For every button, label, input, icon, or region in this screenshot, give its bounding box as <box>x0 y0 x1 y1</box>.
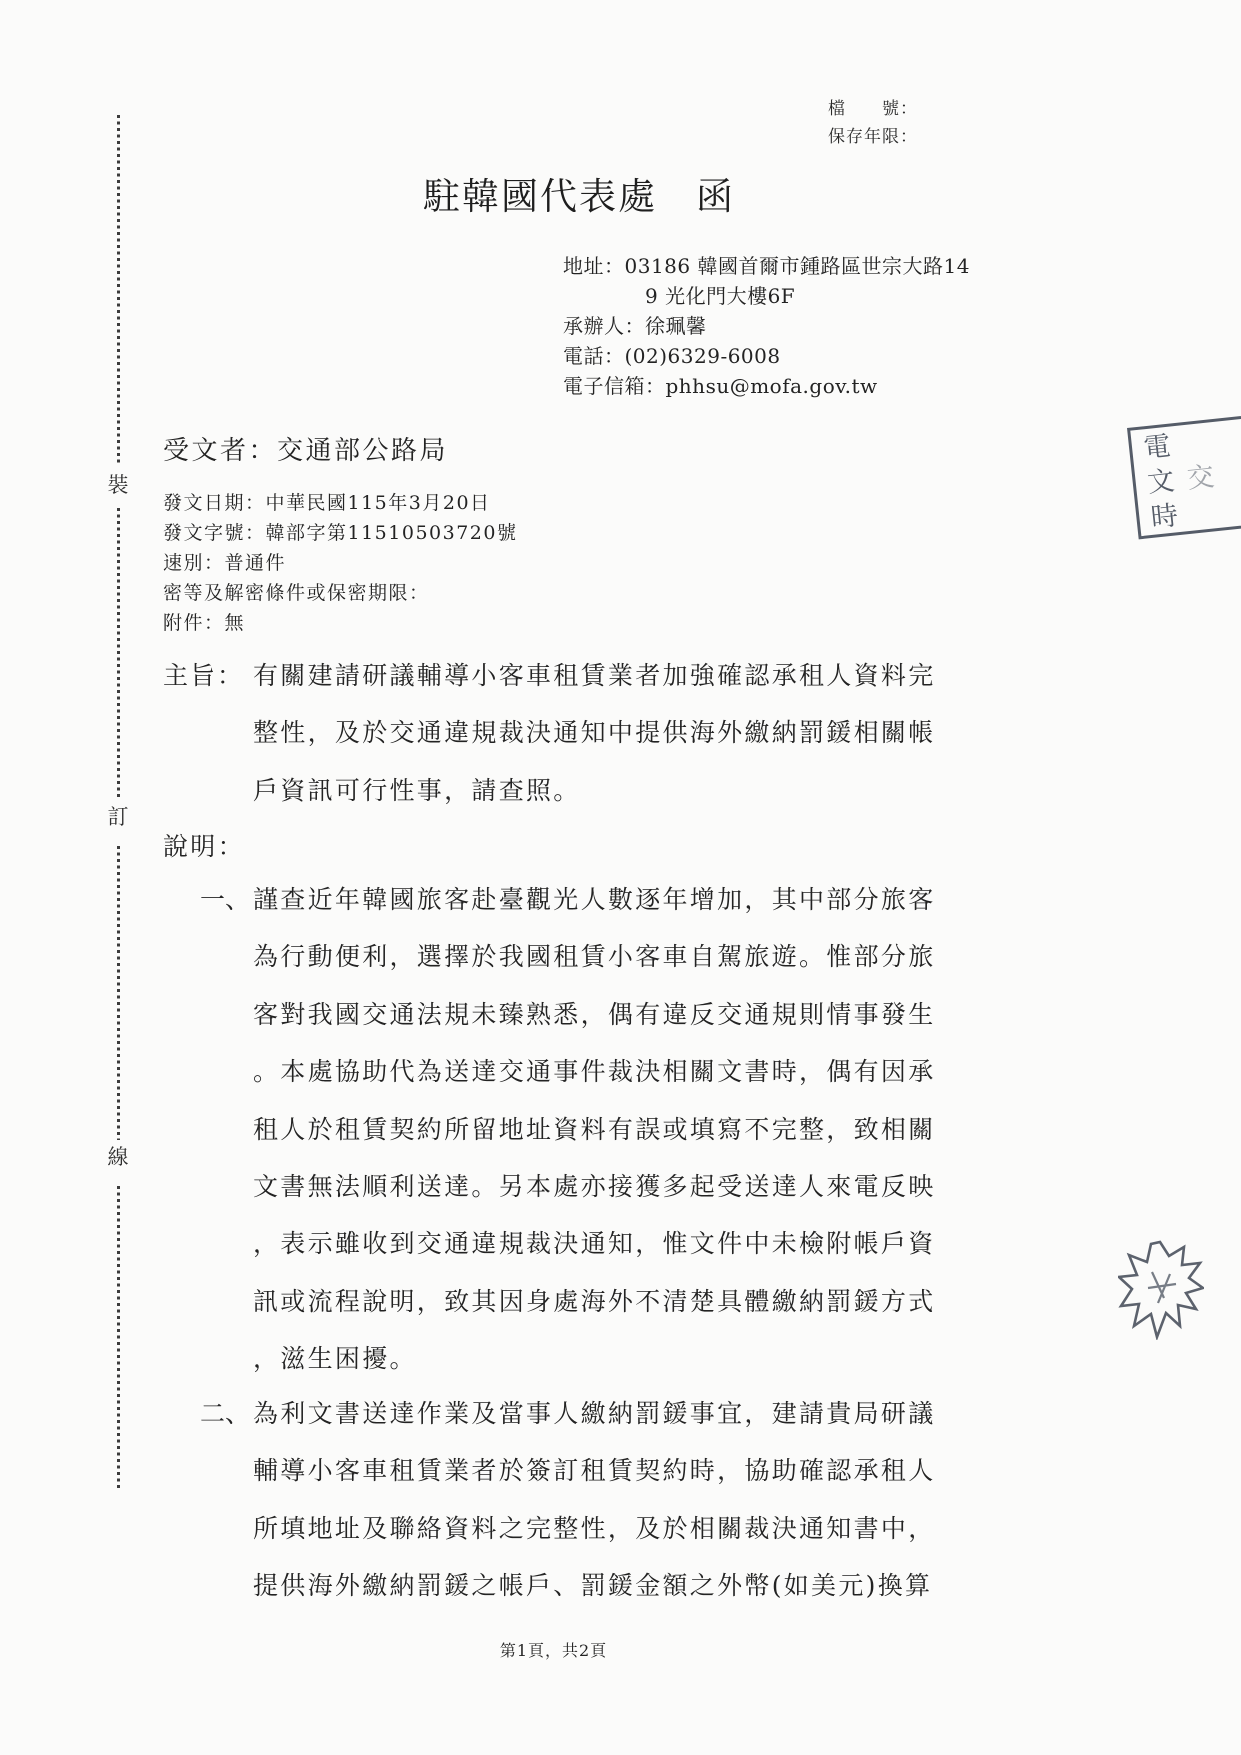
binding-dotted-line <box>117 846 120 1140</box>
stamp-char: 時 <box>1149 500 1180 534</box>
file-info-block <box>828 95 918 151</box>
item-number: 一、 <box>200 885 251 914</box>
subject-text: 有關建請研議輔導小客車租賃業者加強確認承租人資料完 <box>253 661 936 690</box>
sender-email: 電子信箱：phhsu@mofa.gov.tw <box>563 374 878 398</box>
explanation-label: 說明： <box>163 832 245 861</box>
body-line <box>200 1385 936 1442</box>
attachment-note: 附件：無 <box>163 612 246 634</box>
subject-line: 整性，及於交通違規裁決通知中提供海外繳納罰鍰相關帳 <box>253 718 936 748</box>
binding-mark-xian: 線 <box>107 1145 129 1169</box>
body-line: 客對我國交通法規未臻熟悉，偶有違反交通規則情事發生 <box>253 999 936 1029</box>
speed-class: 速別：普通件 <box>163 552 287 574</box>
stamp-column-partial <box>1180 424 1221 531</box>
body-line: ，表示雖收到交通違規裁決通知，惟文件中未檢附帳戶資 <box>253 1229 936 1259</box>
stamp-char: 電 <box>1142 430 1173 465</box>
binding-mark-zhuang: 裝 <box>107 473 129 497</box>
subject-line <box>163 647 936 704</box>
sender-officer: 承辦人：徐珮馨 <box>563 314 707 338</box>
sender-address-line1: 地址：03186 韓國首爾市鍾路區世宗大路14 <box>563 254 970 278</box>
sender-phone: 電話：(02)6329-6008 <box>563 344 781 368</box>
explanation-item-1 <box>200 871 936 1388</box>
body-line: 所填地址及聯絡資料之完整性，及於相關裁決通知書中， <box>253 1513 936 1543</box>
file-no-label: 檔 號： <box>828 99 918 119</box>
stamp-char: 文 <box>1145 465 1176 500</box>
binding-dotted-line <box>117 115 120 465</box>
security-class: 密等及解密條件或保密期限： <box>163 582 430 604</box>
body-line: 為行動便利，選擇於我國租賃小客車自駕旅遊。惟部分旅 <box>253 942 936 972</box>
subject-label: 主旨： <box>163 661 245 690</box>
binding-dotted-line <box>117 1186 120 1490</box>
stamp-column <box>1140 428 1181 535</box>
stamp-char: 交 <box>1185 461 1216 495</box>
recipient-line: 受文者：交通部公路局 <box>163 436 449 466</box>
subject-line: 戶資訊可行性事，請查照。 <box>253 775 581 805</box>
document-title: 駐韓國代表處 函 <box>423 175 735 218</box>
body-line: 租人於租賃契約所留地址資料有誤或填寫不完整，致相關 <box>253 1114 936 1144</box>
item-number: 二、 <box>200 1399 251 1428</box>
body-line-text: 謹查近年韓國旅客赴臺觀光人數逐年增加，其中部分旅客 <box>253 885 936 914</box>
body-line: 訊或流程說明，致其因身處海外不清楚具體繳納罰鍰方式 <box>253 1286 936 1316</box>
binding-mark-ding: 訂 <box>107 805 129 829</box>
subject-block <box>163 647 936 819</box>
explanation-item-2 <box>200 1385 936 1615</box>
ink-seal-icon <box>1118 1240 1204 1340</box>
body-line: 提供海外繳納罰鍰之帳戶、罰鍰金額之外幣(如美元)換算 <box>253 1571 933 1601</box>
doc-number: 發文字號：韓部字第11510503720號 <box>163 522 518 544</box>
retention-label: 保存年限： <box>828 127 918 147</box>
issue-date: 發文日期：中華民國115年3月20日 <box>163 492 491 514</box>
body-line: ，滋生困擾。 <box>253 1344 417 1374</box>
body-line: 輔導小客車租賃業者於簽訂租賃契約時，協助確認承租人 <box>253 1456 936 1486</box>
stamp-char <box>1180 424 1213 462</box>
electronic-exchange-stamp-icon <box>1127 410 1241 539</box>
body-line <box>200 871 936 928</box>
body-line: 。本處協助代為送達交通事件裁決相關文書時，偶有因承 <box>253 1057 936 1087</box>
sender-contact-block <box>563 251 970 401</box>
binding-dotted-line <box>117 508 120 800</box>
body-line-text: 為利文書送達作業及當事人繳納罰鍰事宜，建請貴局研議 <box>253 1399 936 1428</box>
body-line: 文書無法順利送達。另本處亦接獲多起受送達人來電反映 <box>253 1171 936 1201</box>
stamp-char <box>1188 494 1221 532</box>
meta-block <box>163 488 517 638</box>
page-number: 第1頁，共2頁 <box>499 1641 608 1660</box>
sender-address-line2: 9 光化門大樓6F <box>645 284 796 308</box>
